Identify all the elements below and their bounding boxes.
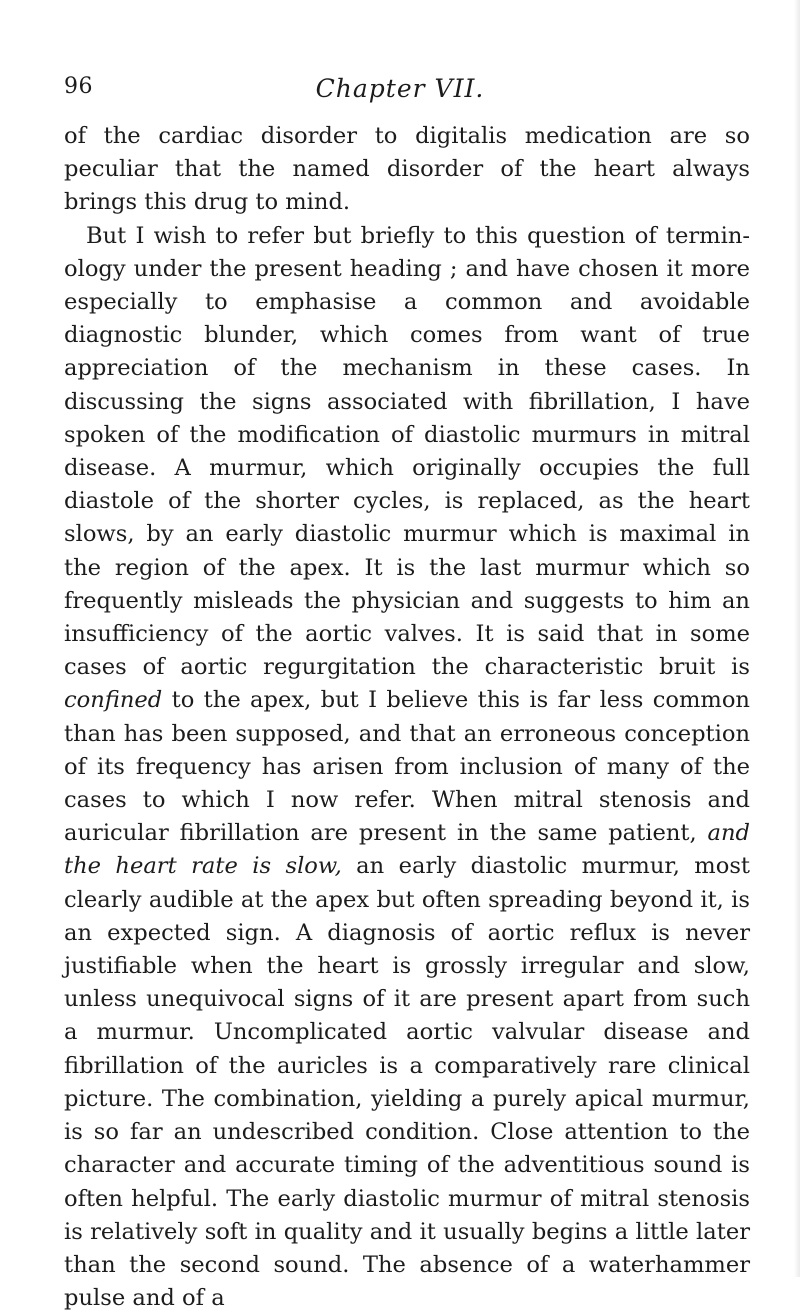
italic-emphasis-confined: confined (64, 687, 163, 714)
page-header (64, 74, 736, 108)
body-text (64, 120, 750, 1315)
running-head: Chapter VII. (315, 74, 485, 103)
paragraph-1-text: of the cardiac disorder to digitalis medication are so peculiar that the named disorder of the heart always brings this drug to mind. (64, 123, 750, 216)
page-edge-shadow (794, 0, 800, 1277)
italic-emphasis-heart-rate: and the heart rate is slow, (64, 820, 750, 880)
paragraph-2-text-part-2: to the apex, but I believe this is far less common than has been supposed, and that an erroneous conception of its frequency has arisen from inclusion of many of the cases to which I now refer. When mitral stenosis and auricular fibrillation are present in the same patient, (64, 687, 750, 847)
paragraph (64, 220, 750, 1315)
page-number: 96 (64, 74, 93, 99)
paragraph-2-text-part-3: an early diastolic murmur, most clearly audible at the apex but often spreading beyond it, is an expected sign. A diagnosis of aortic reflux is never justifiable when the heart is grossly irregular and slow, unless unequivocal signs of it are present apart from such a murmur. Uncomplicated aortic valvular disease and fibrillation of the auricles is a comparatively rare clinical picture. The combination, yielding a purely apical murmur, is so far an undescribed condition. Close attention to the character and accurate timing of the adventitious sound is often helpful. The early diastolic murmur of mitral stenosis is relatively soft in quality and it usually begins a little later than the second sound. The absence of a waterhammer pulse and of a (64, 853, 751, 1312)
paragraph-continued (64, 120, 750, 220)
paragraph-2-text-part-1: But I wish to refer but briefly to this question of termin-ology under the present heading ; and have chosen it more especially to emphasise a common and avoidable diagnostic blunder, which comes from want of true appreciation of the mechanism in these cases. In discussing the signs associated with fibrillation, I have spoken of the modification of diastolic murmurs in mitral disease. A murmur, which originally occupies the full diastole of the shorter cycles, is replaced, as the heart slows, by an early diastolic murmur which is maximal in the region of the apex. It is the last murmur which so frequently misleads the physician and suggests to him an insufficiency of the aortic valves. It is said that in some cases of aortic regurgitation the characteristic bruit is (64, 222, 750, 681)
